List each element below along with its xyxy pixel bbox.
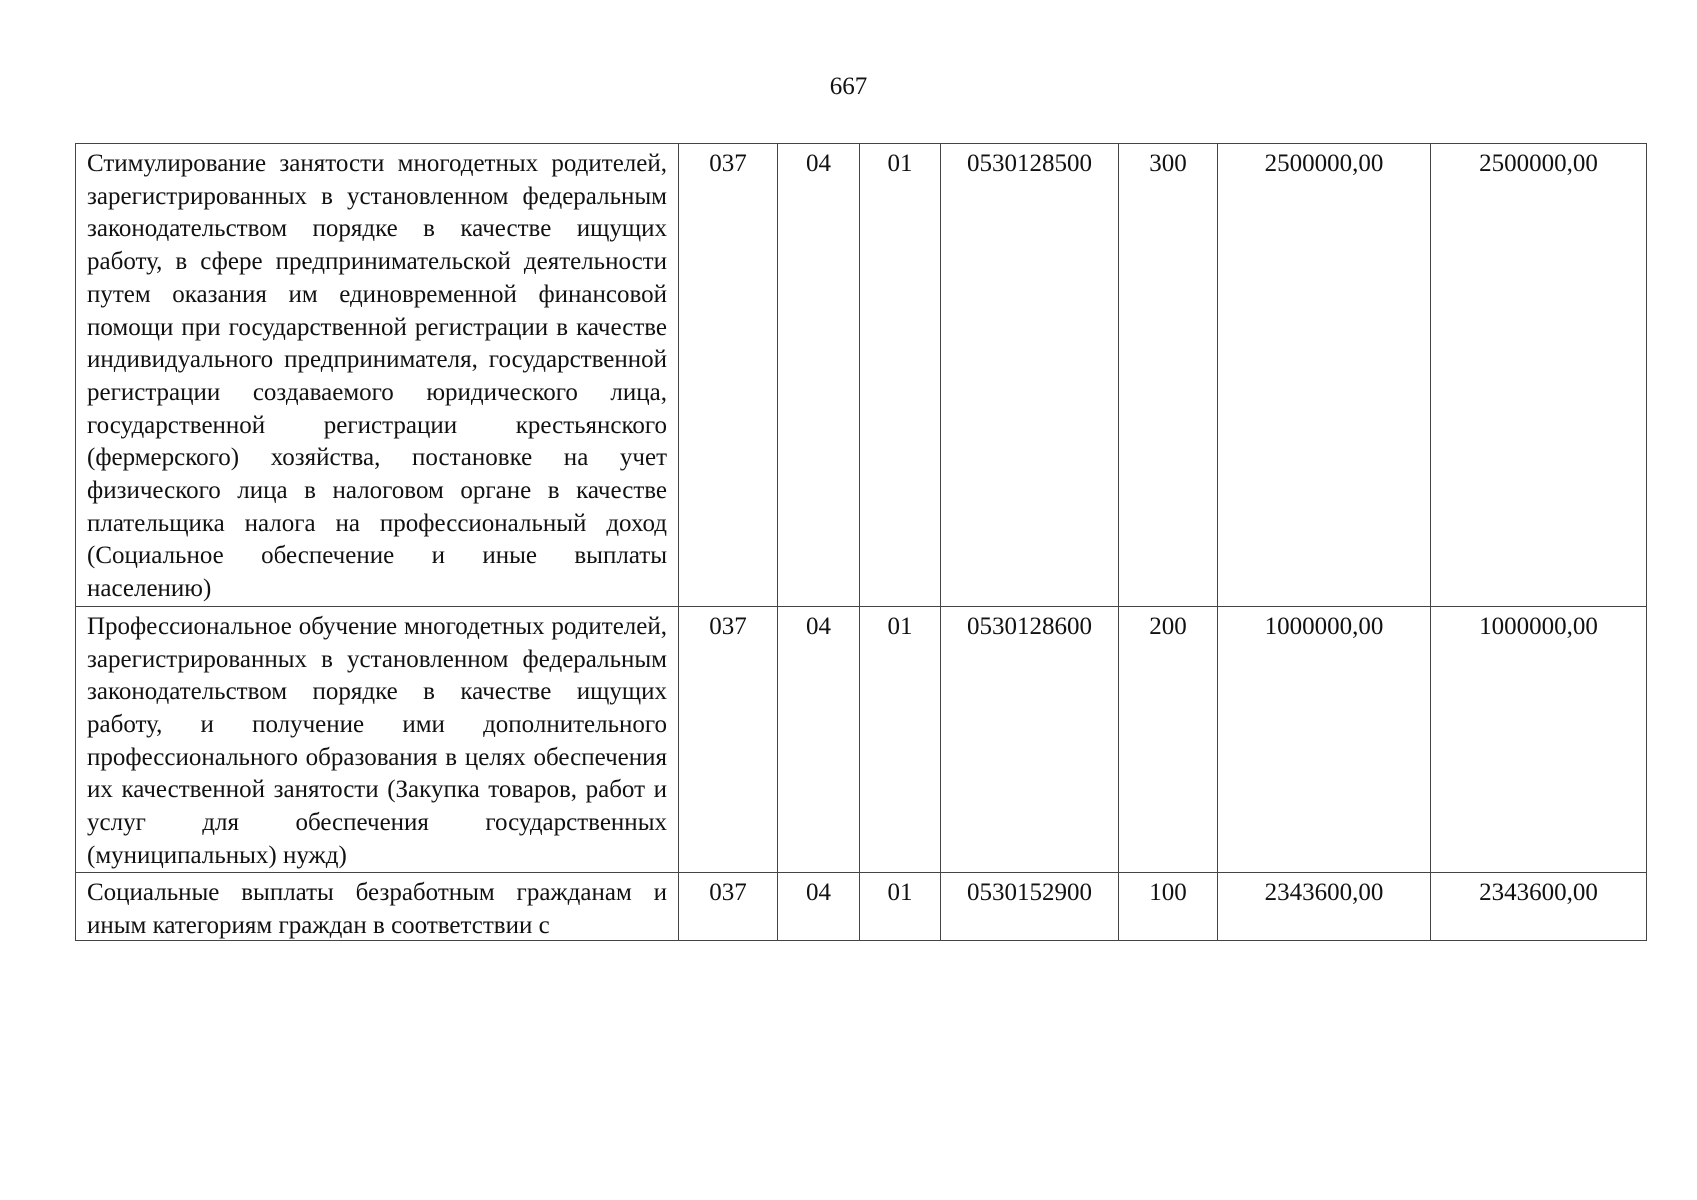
section-code: 04 (778, 606, 860, 873)
subsection-code: 01 (860, 144, 941, 607)
ministry-code: 037 (679, 144, 778, 607)
row-description: Стимулирование занятости многодетных родителей, зарегистрированных в установленном федеральным законодательством порядке в качестве ищущих работу, в сфере предпринимательской деятельности путем оказания им единовременной финансовой помощи при государственной регистрации в качестве индивидуального предпринимателя, государственной регистрации создаваемого юридического лица, государственной регистрации крестьянского (фермерского) хозяйства, постановке на учет физического лица в налоговом органе в качестве плательщика налога на профессиональный доход (Социальное обеспечение и иные выплаты населению) (76, 144, 679, 607)
row-description: Социальные выплаты безработным гражданам и иным категориям граждан в соответствии с (87, 879, 667, 940)
budget-table (75, 143, 1647, 941)
amount-year-1: 2500000,00 (1218, 144, 1431, 607)
section-code: 04 (778, 873, 860, 941)
expense-type-code: 100 (1119, 873, 1218, 941)
amount-year-2: 2500000,00 (1431, 144, 1647, 607)
row-description: Профессиональное обучение многодетных родителей, зарегистрированных в установленном федеральным законодательством порядке в качестве ищущих работу, и получение ими дополнительного профессионального образования в целях обеспечения их качественной занятости (Закупка товаров, работ и услуг для обеспечения государственных (муниципальных) нужд) (76, 606, 679, 873)
table-row (76, 144, 1647, 607)
amount-year-2: 2343600,00 (1431, 873, 1647, 941)
table-row (76, 873, 1647, 941)
subsection-code: 01 (860, 873, 941, 941)
expense-type-code: 300 (1119, 144, 1218, 607)
amount-year-2: 1000000,00 (1431, 606, 1647, 873)
expense-type-code: 200 (1119, 606, 1218, 873)
section-code: 04 (778, 144, 860, 607)
ministry-code: 037 (679, 606, 778, 873)
target-article-code: 0530152900 (941, 873, 1119, 941)
target-article-code: 0530128600 (941, 606, 1119, 873)
target-article-code: 0530128500 (941, 144, 1119, 607)
row-description-cell (76, 873, 679, 941)
subsection-code: 01 (860, 606, 941, 873)
ministry-code: 037 (679, 873, 778, 941)
page-number: 667 (829, 73, 868, 100)
table-row (76, 606, 1647, 873)
amount-year-1: 2343600,00 (1218, 873, 1431, 941)
amount-year-1: 1000000,00 (1218, 606, 1431, 873)
